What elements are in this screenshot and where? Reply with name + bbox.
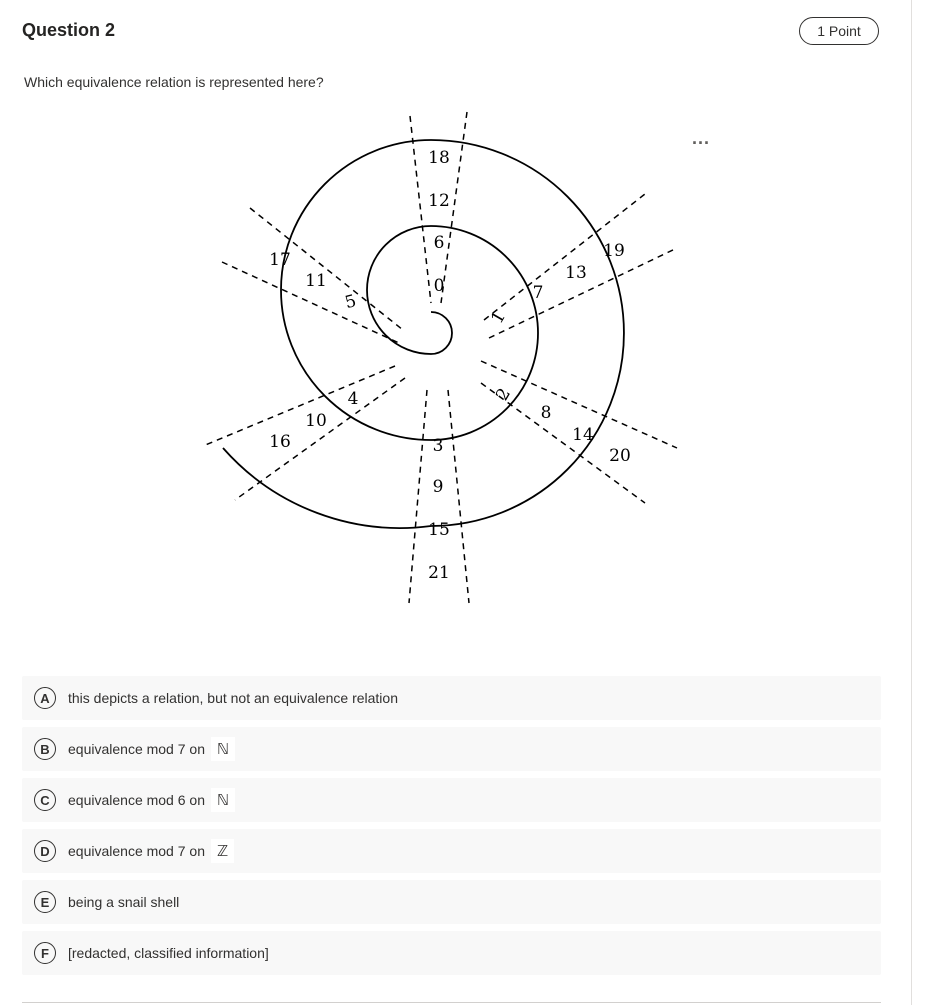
option-label: being a snail shell (68, 894, 180, 910)
question-prompt: Which equivalence relation is represented here? (24, 74, 324, 90)
option-a[interactable] (22, 676, 881, 720)
option-label-text: equivalence mod 7 on (68, 843, 205, 859)
option-label: [redacted, classified information] (68, 945, 269, 961)
option-f[interactable] (22, 931, 881, 975)
spiral-label: 9 (432, 477, 444, 497)
option-letter-badge: F (34, 942, 56, 964)
math-symbol: ℤ (211, 839, 234, 863)
option-letter-badge: C (34, 789, 56, 811)
spiral-label: 11 (305, 271, 327, 291)
spiral-label: 13 (565, 263, 587, 283)
spiral-label: 12 (428, 191, 450, 211)
option-letter-badge: A (34, 687, 56, 709)
spiral-label: 16 (269, 432, 291, 452)
spiral-label: 1 (487, 307, 511, 328)
option-e[interactable] (22, 880, 881, 924)
option-label-text: equivalence mod 7 on (68, 741, 205, 757)
spiral-label: 8 (540, 403, 552, 423)
answer-options (22, 676, 881, 982)
section-divider (22, 1002, 881, 1003)
option-label (68, 737, 235, 761)
spiral-label: 15 (428, 520, 450, 540)
spiral-label: 3 (432, 436, 444, 456)
option-letter-badge: D (34, 840, 56, 862)
spiral-label: 2 (492, 384, 516, 405)
spiral-label: 4 (347, 389, 359, 409)
spiral-label: 6 (433, 233, 445, 253)
spiral-label: 17 (269, 250, 291, 270)
spiral-label: 19 (603, 241, 625, 261)
math-symbol: ℕ (211, 788, 235, 812)
option-label-text: equivalence mod 6 on (68, 792, 205, 808)
spiral-label: 18 (428, 148, 450, 168)
spiral-label: 0 (433, 276, 445, 296)
option-label (68, 839, 234, 863)
more-options-icon[interactable]: ... (692, 128, 711, 148)
option-label (68, 788, 235, 812)
spiral-label: 21 (428, 563, 450, 583)
spiral-label: 7 (532, 283, 544, 303)
option-letter-badge: B (34, 738, 56, 760)
points-badge: 1 Point (799, 17, 879, 45)
spiral-diagram (195, 108, 685, 608)
spiral-label: 20 (609, 446, 631, 466)
option-d[interactable] (22, 829, 881, 873)
option-b[interactable] (22, 727, 881, 771)
question-title: Question 2 (22, 20, 116, 40)
math-symbol: ℕ (211, 737, 235, 761)
option-label: this depicts a relation, but not an equivalence relation (68, 690, 398, 706)
option-letter-badge: E (34, 891, 56, 913)
spiral-label: 5 (342, 291, 359, 314)
spiral-label: 14 (572, 425, 594, 445)
option-c[interactable] (22, 778, 881, 822)
spiral-label: 10 (305, 411, 327, 431)
panel-right-border (911, 0, 912, 1005)
